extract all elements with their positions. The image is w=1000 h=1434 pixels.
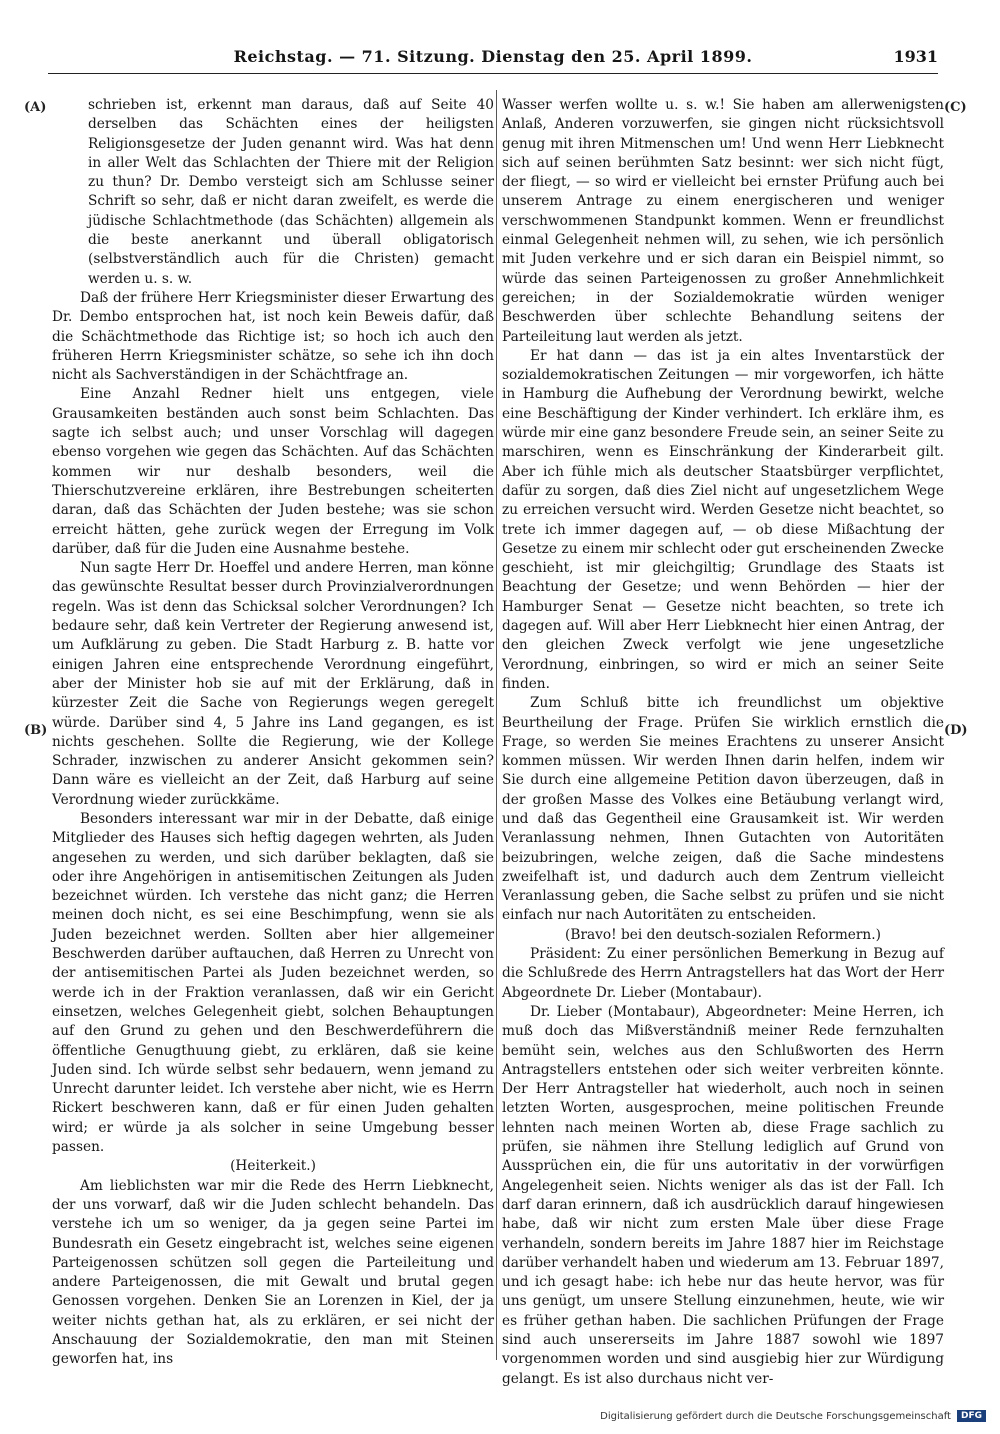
paragraph: Eine Anzahl Redner hielt uns entgegen, viele Grausamkeiten beständen auch sonst beim Schlachten. Das sagte ich selbst auch; und unser Vorschlag will dagegen ebenso vorgehen wie gegen das Schächten. Auf das Schächten kommen wir nur deshalb besonders, weil die Thierschutzvereine erklären, ihre Bestrebungen scheiterten daran, daß das Schächten der Juden bestehe; was sie schon erreicht hätten, gehe zurück wegen der Erregung im Volk darüber, daß für die Juden eine Ausnahme bestehe.	[52, 386, 494, 557]
page-number: 1931	[893, 47, 938, 66]
paragraph: Zum Schluß bitte ich freundlichst um objektive Beurtheilung der Frage. Prüfen Sie wirklich ernstlich die Frage, so werden Sie meines Erachtens zu unserer Ansicht kommen müssen. Wir werden Ihnen darin helfen, indem wir Sie durch eine allgemeine Petition davon überzeugen, daß in der großen Masse des Volkes eine Betäubung verlangt wird, und daß das Gegentheil eine Grausamkeit ist. Wir werden Veranlassung nehmen, Ihnen Gutachten von Autoritäten beizubringen, welche zeigen, daß die Sache mindestens zweifelhaft ist, und dadurch auch dem Zentrum vielleicht Veranlassung geben, die Sache selbst zu prüfen und sie nicht einfach nur nach Autoritäten zu entscheiden.	[502, 695, 944, 924]
margin-marker-b: (B)	[24, 723, 48, 738]
paragraph: Besonders interessant war mir in der Debatte, daß einige Mitglieder des Hauses sich heftig dagegen wehrten, als Juden angesehen zu werden, und sich darüber beklagten, daß sie oder ihre Angehörigen in antisemitischen Zeitungen als Juden bezeichnet würden. Ich verstehe das nicht ganz; die Herren meinen doch nicht, es sei eine Beschimpfung, wenn sie als Juden bezeichnet werden. Sollten aber hier allgemeiner Beschwerden darüber auftauchen, daß Herren zu Unrecht von der antisemitischen Partei als Juden bezeichnet werden, so werde ich in der Fraktion veranlassen, daß wir ein Gericht einsetzen, welches Gelegenheit giebt, solchen Behauptungen auf den Grund zu gehen und den Beschwerdeführern die öffentliche Genugthuung giebt, zu erklären, daß sie keine Juden sind. Ich würde selbst sehr bedauern, wenn jemand zu Unrecht darunter leidet. Ich verstehe aber nicht, wie es Herrn Rickert beschweren kann, daß er für einen Juden gehalten wird; er würde ja als solcher in seine Umgebung besser passen.	[52, 810, 494, 1156]
right-column	[502, 96, 944, 1387]
footer-credit	[600, 1410, 986, 1422]
margin-marker-c: (C)	[944, 100, 967, 115]
margin-marker-a: (A)	[24, 100, 47, 115]
paragraph: Wasser werfen wollte u. s. w.! Sie haben am allerwenigsten Anlaß, Anderen vorzuwerfen, sie gingen nicht rücksichtsvoll genug mit ihren Mitmenschen um! Und wenn Herr Liebknecht sich auf seinen berühmten Satz besinnt: wer sich nicht fügt, der fliegt, — so wird er vielleicht bei ernster Prüfung auch bei unserem Antrage zu einem energischeren und weniger verschwommenen Standpunkt kommen. Wenn er freundlichst einmal Gelegenheit nehmen will, zu sehen, wie ich persönlich mit Juden verkehre und er sich daran ein Beispiel nimmt, so würde das seinen Parteigenossen zu großer Annehmlichkeit gereichen; in der Sozialdemokratie würden weniger Beschwerden über schlechte Behandlung seitens der Parteileitung laut werden als jetzt.	[502, 97, 944, 345]
footer-text: Digitalisierung gefördert durch die Deutsche Forschungsgemeinschaft	[600, 1410, 951, 1422]
interjection: (Heiterkeit.)	[230, 1158, 316, 1175]
column-divider	[496, 90, 497, 1360]
page-header	[48, 47, 938, 74]
paragraph: Am lieblichsten war mir die Rede des Herrn Liebknecht, der uns vorwarf, daß wir die Juden schlecht behandeln. Das verstehe ich um so weniger, da ja gegen seine Partei im Bundesrath ein Gesetz eingebracht ist, welches seine eigenen Parteigenossen schützen soll gegen die Parteileitung und andere Parteigenossen, die mit Gewalt und brutal gegen Genossen vorgehen. Denken Sie an Lorenzen in Kiel, der ja weiter nichts gethan hat, als zu erklären, er sei nicht der Anschauung der Sozialdemokratie, den man mit Steinen geworfen hat, ins	[52, 1177, 494, 1368]
paragraph: Er hat dann — das ist ja ein altes Inventarstück der sozialdemokratischen Zeitungen — mir vorgeworfen, ich hätte in Hamburg die Aufhebung der Verordnung bewirkt, welche eine Beschäftigung der Kinder verhindert. Ich erkläre ihm, es würde mir eine ganz besondere Freude sein, an seiner Seite zu marschiren, wenn es Einschränkung der Kinderarbeit gilt. Aber ich fühle mich als deutscher Staatsbürger verpflichtet, dafür zu sorgen, daß dies Ziel nicht auf ungesetzlichem Wege zu erreichen versucht wird. Werden Gesetze nicht beachtet, so trete ich immer dagegen auf, — ob diese Mißachtung der Gesetze zu einem mir schlecht oder gut erscheinenden Zwecke geschieht, ist mir gleichgiltig; Grundlage des Staats ist Beachtung der Gesetze; und wenn Behörden — hier der Hamburger Senat — Gesetze nicht beachten, so trete ich dagegen auf. Will aber Herr Liebknecht hier einen Antrag, der den gleichen Zweck verfolgt wie jene ungesetzliche Verordnung, einbringen, so wird er mich an seiner Seite finden.	[502, 347, 944, 692]
page-title: Reichstag. — 71. Sitzung. Dienstag den 25. April 1899.	[233, 47, 753, 66]
left-column	[52, 96, 494, 1366]
paragraph: Daß der frühere Herr Kriegsminister dieser Erwartung des Dr. Dembo entsprochen hat, ist noch kein Beweis dafür, daß die Schächtmethode das Richtige ist; so hoch ich auch den früheren Herrn Kriegsminister schätze, so sehe ich ihn doch nicht als Sachverständigen in der Schächtfrage an.	[52, 289, 494, 384]
dfg-logo: DFG	[957, 1410, 986, 1422]
paragraph: schrieben ist, erkennt man daraus, daß auf Seite 40 derselben das Schächten eines der heiligsten Religionsgesetze der Juden genannt wird. Was hat denn in aller Welt das Schlachten der Thiere mit der Religion zu thun? Dr. Dembo versteigt sich am Schlusse seiner Schrift so sehr, daß er nicht daran zweifelt, es werde die jüdische Schlachtmethode (das Schächten) allgemein als die beste anerkannt und überall obligatorisch (selbstverständlich auch für die Christen) gemacht werden u. s. w.	[88, 97, 494, 287]
paragraph: Präsident: Zu einer persönlichen Bemerkung in Bezug auf die Schlußrede des Herrn Antragstellers hat das Wort der Herr Abgeordnete Dr. Lieber (Montabaur).	[502, 946, 944, 1001]
interjection: (Bravo! bei den deutsch-sozialen Reformern.)	[565, 926, 881, 943]
margin-marker-d: (D)	[944, 723, 968, 738]
paragraph: Dr. Lieber (Montabaur), Abgeordneter: Meine Herren, ich muß doch das Mißverständniß meiner Rede fernzuhalten bemüht sein, welches aus den Schlußworten des Herrn Antragstellers entstehen oder sich weiter verbreiten könnte. Der Herr Antragsteller hat wiederholt, auch noch in seinen letzten Worten, ausgesprochen, meine politischen Freunde lehnten nach meinen Worten ab, diese Frage sachlich zu prüfen, sie nähmen ihre Stellung lediglich auf Grund von Aussprüchen ein, die für uns autoritativ in der vorwürfigen Angelegenheit seien. Nichts weniger als das ist der Fall. Ich darf daran erinnern, daß ich ausdrücklich darauf hingewiesen habe, daß wir nicht zum ersten Male über diese Frage verhandeln, sondern bereits im Jahre 1887 hier im Reichstage darüber verhandelt haben und wiederum am 13. Februar 1897, und ich gesagt habe: ich hebe nur das heute hervor, was für uns genügt, um unsere Stellung einzunehmen, heute, wie wir es früher gethan haben. Die sachlichen Prüfungen der Frage sind auch unsererseits im Jahre 1887 sowohl wie 1897 vorgenommen worden und sind ausgiebig hier zur Würdigung gelangt. Es ist also durchaus nicht ver-	[502, 1003, 944, 1387]
paragraph: Nun sagte Herr Dr. Hoeffel und andere Herren, man könne das gewünschte Resultat besser durch Provinzialverordnungen regeln. Was ist denn das Schicksal solcher Verordnungen? Ich bedaure sehr, daß kein Vertreter der Regierung anwesend ist, um Aufklärung zu geben. Die Stadt Harburg z. B. hatte vor einigen Jahren eine entsprechende Verordnung eingeführt, aber der Minister hob sie auf mit der Erklärung, daß in kürzester Zeit die Sache von Regierungs wegen geregelt würde. Darüber sind 4, 5 Jahre ins Land gegangen, es ist nichts geschehen. Sollte die Regierung, wie der Kollege Schrader, inzwischen zu anderer Ansicht gekommen sein? Dann wäre es vielleicht an der Zeit, daß Harburg auf seine Verordnung wieder zurückkäme.	[52, 560, 494, 808]
